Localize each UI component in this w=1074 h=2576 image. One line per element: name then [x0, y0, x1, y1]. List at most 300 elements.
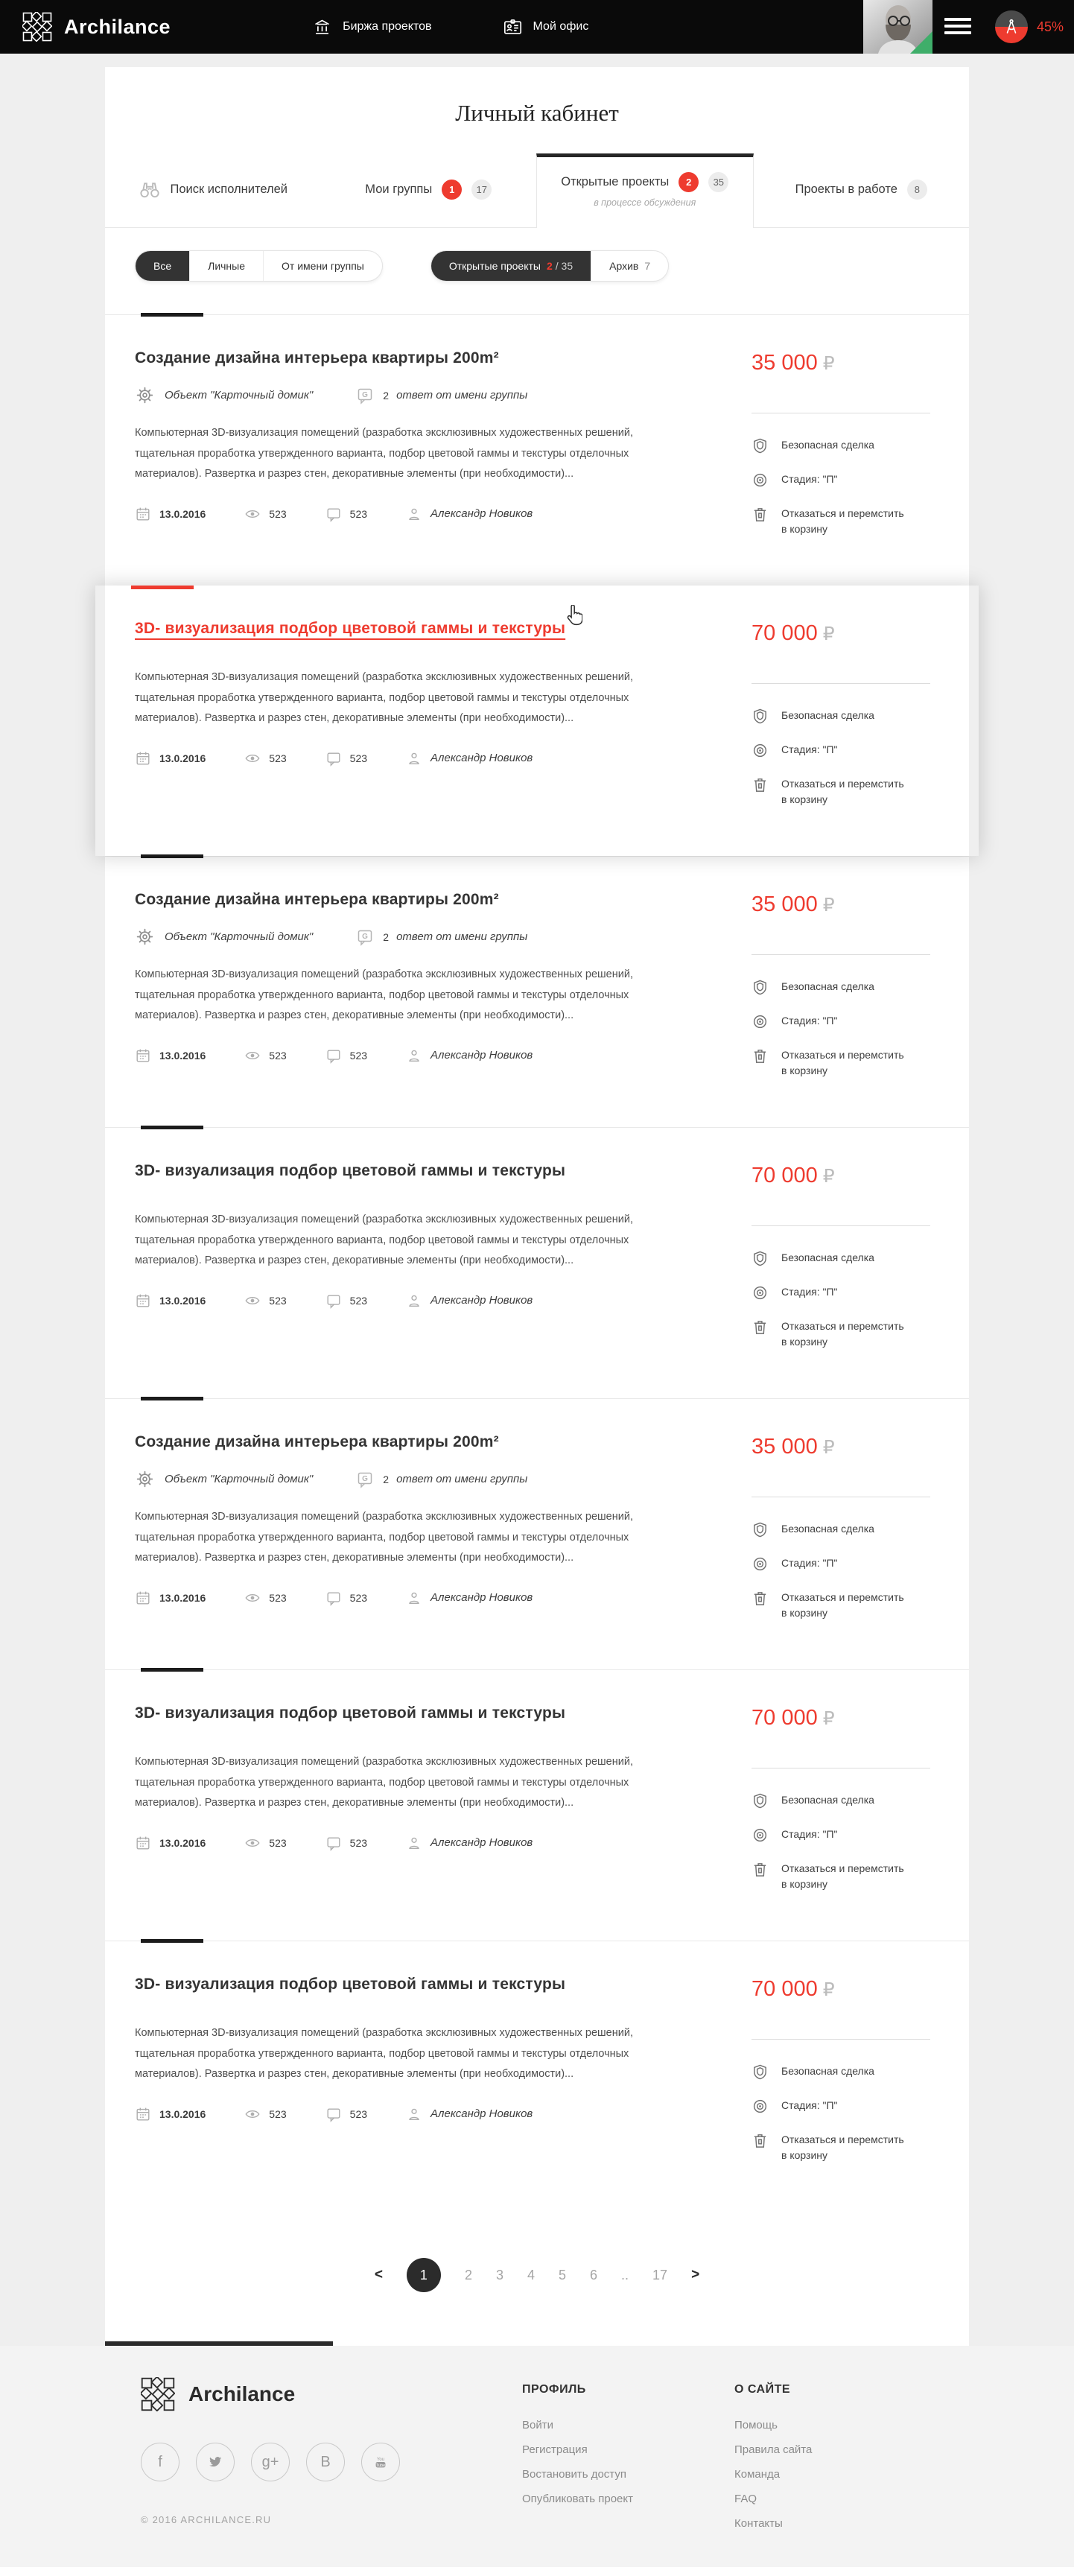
footer-brand-name: Archilance — [188, 2382, 296, 2405]
id-card-icon — [503, 17, 523, 37]
views-count: 523 — [269, 1591, 287, 1604]
card-main — [135, 349, 723, 554]
trash-icon — [752, 1861, 769, 1878]
google-plus-icon[interactable]: g+ — [251, 2443, 290, 2481]
side-divider — [752, 2039, 930, 2040]
project-card — [105, 314, 969, 586]
archilance-logo-icon — [141, 2377, 175, 2411]
comment-icon — [325, 2106, 342, 2122]
group-reply-bubble-icon — [356, 1471, 374, 1488]
comment-icon — [325, 1590, 342, 1606]
shield-icon — [752, 708, 769, 725]
footer-logo[interactable] — [141, 2377, 522, 2411]
badge-total: 8 — [907, 180, 927, 200]
decline-to-trash-button[interactable] — [752, 776, 939, 808]
project-description: Компьютерная 3D-визуализация помещений (разработка эксклюзивных художественных решений, тщательная проработка утвержденного варианта, подбор цветовой гаммы и текстуры отделочных материалов). Развертка и разрез стен, декоративные элементы (при необходимости)... — [135, 427, 633, 480]
project-stats-row — [135, 750, 723, 767]
compass-icon — [1002, 18, 1020, 36]
card-main — [135, 1433, 723, 1638]
facebook-icon[interactable]: f — [141, 2443, 179, 2481]
badge-total: 17 — [471, 180, 492, 200]
ruble-sign: ₽ — [822, 1436, 835, 1458]
project-price — [752, 621, 939, 646]
target-icon — [752, 1284, 769, 1301]
comment-icon — [325, 1047, 342, 1064]
pagination-page[interactable]: 6 — [590, 2267, 598, 2282]
tab-label: Проекты в работе — [795, 183, 897, 196]
filter-count: 7 — [644, 260, 651, 272]
tab-my-groups[interactable] — [321, 153, 537, 228]
footer-link-login[interactable]: Войти — [522, 2419, 553, 2431]
footer-link-faq[interactable]: FAQ — [734, 2493, 757, 2505]
filter-count-total: / 35 — [555, 260, 573, 272]
views-count: 523 — [269, 2107, 287, 2120]
views-count: 523 — [269, 1049, 287, 1062]
group-reply-bubble-icon — [356, 928, 374, 946]
price-value: 70 000 — [752, 1706, 818, 1730]
page-end-strip — [0, 2567, 1074, 2576]
pagination — [105, 2212, 969, 2341]
author-name: Александр Новиков — [430, 752, 533, 765]
project-date — [135, 1292, 206, 1309]
badge-new: 1 — [442, 180, 462, 200]
brand-name: Archilance — [64, 15, 171, 38]
decline-label: Отказаться и перемстить в корзину — [781, 1591, 904, 1619]
comments-count: 523 — [349, 507, 368, 520]
user-avatar[interactable] — [863, 0, 932, 54]
calendar-icon — [135, 750, 151, 767]
stage-item — [752, 1827, 939, 1844]
views-count: 523 — [269, 752, 287, 764]
project-price — [752, 1706, 939, 1730]
tab-label: Поиск исполнителей — [170, 183, 287, 196]
twitter-icon[interactable] — [196, 2443, 235, 2481]
project-views — [244, 750, 286, 767]
safe-deal-item — [752, 708, 939, 725]
profile-percent: 45% — [1036, 19, 1064, 34]
stage-label: Стадия: "П" — [781, 1557, 838, 1569]
tab-bar — [105, 153, 969, 228]
project-date — [135, 1590, 206, 1606]
project-comments — [325, 506, 367, 522]
project-meta-row — [135, 1469, 723, 1489]
safe-deal-item — [752, 1250, 939, 1267]
shield-icon — [752, 1792, 769, 1809]
project-meta-row — [135, 385, 723, 405]
ruble-sign: ₽ — [822, 1979, 835, 2000]
footer-column-about — [734, 2377, 947, 2542]
project-object-label: Объект "Карточный домик" — [165, 930, 314, 943]
project-author[interactable] — [406, 506, 533, 522]
side-divider — [752, 954, 930, 955]
behance-icon[interactable]: B — [306, 2443, 345, 2481]
shield-icon — [752, 1250, 769, 1267]
decline-to-trash-button[interactable] — [752, 2132, 939, 2163]
calendar-icon — [135, 506, 151, 522]
calendar-icon — [135, 2106, 151, 2122]
shield-icon — [752, 2063, 769, 2081]
comments-count: 523 — [349, 1836, 368, 1849]
card-side-panel — [752, 891, 939, 1096]
project-card — [105, 1941, 969, 2212]
footer-link-team[interactable]: Команда — [734, 2468, 781, 2481]
safe-deal-item — [752, 2063, 939, 2081]
project-date — [135, 2106, 206, 2122]
project-author[interactable] — [406, 1047, 533, 1064]
footer-link-contacts[interactable]: Контакты — [734, 2517, 783, 2530]
project-views — [244, 506, 286, 522]
project-title-link[interactable]: Создание дизайна интерьера квартиры 200m² — [135, 891, 499, 908]
calendar-icon — [135, 1590, 151, 1606]
price-value: 35 000 — [752, 1435, 818, 1459]
filter-label: Открытые проекты — [448, 260, 541, 272]
gear-icon — [135, 1469, 155, 1489]
views-count: 523 — [269, 1836, 287, 1849]
group-replies — [356, 387, 527, 405]
top-header — [0, 0, 1074, 54]
project-meta-row — [135, 927, 723, 947]
project-views — [244, 1047, 286, 1064]
ruble-sign: ₽ — [822, 1707, 835, 1729]
card-side-panel — [752, 349, 939, 554]
youtube-icon[interactable] — [361, 2443, 400, 2481]
filter-bar — [105, 228, 969, 314]
footer-brand-block — [105, 2377, 522, 2542]
pagination-prev[interactable]: < — [374, 2267, 383, 2282]
badge-new: 2 — [679, 172, 699, 192]
container-bottom-accent — [105, 2341, 333, 2346]
project-title-link[interactable]: 3D- визуализация подбор цветовой гаммы и текстуры — [135, 1976, 566, 1993]
person-icon — [406, 2106, 422, 2122]
card-accent-dash — [131, 586, 194, 589]
decline-to-trash-button[interactable] — [752, 1319, 939, 1350]
date-value: 13.0.2016 — [159, 1049, 206, 1062]
trash-icon — [752, 1319, 769, 1336]
comment-icon — [325, 1835, 342, 1851]
filter-label: Архив — [609, 260, 639, 272]
footer-column-title: О САЙТЕ — [734, 2383, 791, 2396]
project-comments — [325, 1590, 367, 1606]
filter-all[interactable]: Все — [136, 250, 189, 282]
author-name: Александр Новиков — [430, 1049, 533, 1062]
gear-icon — [135, 385, 155, 405]
footer-link-register[interactable]: Регистрация — [522, 2443, 588, 2456]
decline-to-trash-button[interactable] — [752, 1861, 939, 1892]
eye-icon — [244, 1590, 261, 1606]
decline-label: Отказаться и перемстить в корзину — [781, 1049, 904, 1076]
card-accent-dash — [141, 1397, 203, 1400]
tab-label: Открытые проекты — [561, 175, 670, 188]
bank-icon — [312, 17, 332, 37]
shield-icon — [752, 1521, 769, 1538]
stage-item — [752, 742, 939, 759]
trash-icon — [752, 1047, 769, 1065]
side-divider — [752, 683, 930, 684]
filter-state-group — [430, 250, 669, 282]
price-value: 70 000 — [752, 1977, 818, 2001]
project-price — [752, 1435, 939, 1459]
target-icon — [752, 472, 769, 489]
stage-item — [752, 1555, 939, 1573]
safe-deal-label: Безопасная сделка — [781, 2065, 874, 2077]
project-comments — [325, 750, 367, 767]
project-date — [135, 506, 206, 522]
stage-label: Стадия: "П" — [781, 1015, 838, 1027]
group-reply-bubble-icon — [356, 387, 374, 405]
decline-label: Отказаться и перемстить в корзину — [781, 1862, 904, 1890]
gear-icon — [135, 927, 155, 947]
nav-label: Мой офис — [533, 20, 589, 33]
target-icon — [752, 742, 769, 759]
person-icon — [406, 750, 422, 767]
card-side-panel — [752, 1976, 939, 2180]
social-links — [141, 2443, 522, 2481]
views-count: 523 — [269, 1294, 287, 1307]
project-author[interactable] — [406, 750, 533, 767]
badge-total: 35 — [708, 172, 728, 192]
filter-personal[interactable]: Личные — [189, 251, 263, 281]
decline-to-trash-button[interactable] — [752, 1047, 939, 1079]
person-icon — [406, 506, 422, 522]
stage-label: Стадия: "П" — [781, 1286, 838, 1298]
project-price — [752, 1977, 939, 2002]
footer-link-rules[interactable]: Правила сайта — [734, 2443, 813, 2456]
price-value: 35 000 — [752, 351, 818, 375]
project-stats-row — [135, 2106, 723, 2122]
project-price — [752, 1164, 939, 1188]
comments-count: 523 — [349, 1591, 368, 1604]
comment-icon — [325, 1292, 342, 1309]
card-main — [135, 1704, 723, 1909]
footer-link-help[interactable]: Помощь — [734, 2419, 778, 2431]
project-stats-row — [135, 1047, 723, 1064]
decline-label: Отказаться и перемстить в корзину — [781, 2134, 904, 2161]
project-title-link[interactable]: Создание дизайна интерьера квартиры 200m² — [135, 1433, 499, 1450]
safe-deal-item — [752, 1521, 939, 1538]
replies-label: ответ от имени группы — [396, 1473, 528, 1485]
cards-list — [105, 314, 969, 2212]
project-title-link[interactable]: Создание дизайна интерьера квартиры 200m² — [135, 349, 499, 367]
project-description: Компьютерная 3D-визуализация помещений (разработка эксклюзивных художественных решений, тщательная проработка утвержденного варианта, подбор цветовой гаммы и текстуры отделочных материалов). Развертка и разрез стен, декоративные элементы (при необходимости)... — [135, 1511, 633, 1564]
calendar-icon — [135, 1047, 151, 1064]
eye-icon — [244, 750, 261, 767]
menu-burger-icon[interactable] — [944, 18, 971, 38]
card-accent-dash — [141, 313, 203, 317]
shield-icon — [752, 979, 769, 996]
replies-count: 2 — [383, 1473, 390, 1485]
stage-item — [752, 472, 939, 489]
eye-icon — [244, 1047, 261, 1064]
date-value: 13.0.2016 — [159, 1836, 206, 1849]
comments-count: 523 — [349, 1294, 368, 1307]
project-description: Компьютерная 3D-визуализация помещений (разработка эксклюзивных художественных решений, тщательная проработка утвержденного варианта, подбор цветовой гаммы и текстуры отделочных материалов). Развертка и разрез стен, декоративные элементы (при необходимости)... — [135, 2027, 633, 2081]
top-nav — [312, 17, 588, 37]
group-replies — [356, 928, 527, 946]
tab-search-executors[interactable] — [105, 153, 321, 228]
page-footer — [0, 2346, 1074, 2567]
pagination-page[interactable]: 4 — [527, 2267, 535, 2282]
profile-progress-badge[interactable] — [995, 10, 1028, 43]
eye-icon — [244, 2106, 261, 2122]
footer-column-title: ПРОФИЛЬ — [522, 2383, 586, 2396]
project-stats-row — [135, 1590, 723, 1606]
decline-to-trash-button[interactable] — [752, 506, 939, 537]
stage-label: Стадия: "П" — [781, 473, 838, 485]
pagination-page-current[interactable]: 1 — [407, 2258, 441, 2292]
safe-deal-item — [752, 979, 939, 996]
tab-open-projects[interactable] — [536, 153, 754, 228]
project-date — [135, 750, 206, 767]
ruble-sign: ₽ — [822, 1165, 835, 1187]
project-stats-row — [135, 1835, 723, 1851]
project-description: Компьютерная 3D-визуализация помещений (разработка эксклюзивных художественных решений, тщательная проработка утвержденного варианта, подбор цветовой гаммы и текстуры отделочных материалов). Развертка и разрез стен, декоративные элементы (при необходимости)... — [135, 1756, 633, 1809]
project-card — [105, 1669, 969, 1941]
safe-deal-item — [752, 437, 939, 454]
pagination-page[interactable]: .. — [621, 2267, 629, 2282]
filter-archive[interactable] — [591, 251, 668, 281]
side-divider — [752, 1225, 930, 1226]
card-main — [135, 891, 723, 1096]
views-count: 523 — [269, 507, 287, 520]
footer-link-publish-project[interactable]: Опубликовать проект — [522, 2493, 633, 2505]
pagination-page[interactable]: 5 — [558, 2267, 566, 2282]
nav-item-office[interactable] — [503, 17, 589, 37]
card-side-panel — [752, 1162, 939, 1367]
nav-label: Биржа проектов — [343, 20, 432, 33]
author-name: Александр Новиков — [430, 2107, 533, 2121]
nav-item-exchange[interactable] — [312, 17, 431, 37]
tab-subtitle: в процессе обсуждения — [594, 197, 696, 208]
card-main — [135, 1976, 723, 2180]
comments-count: 523 — [349, 1049, 368, 1062]
price-value: 35 000 — [752, 892, 818, 916]
project-title-link[interactable]: 3D- визуализация подбор цветовой гаммы и текстуры — [135, 1704, 566, 1722]
price-value: 70 000 — [752, 621, 818, 645]
project-title-link[interactable]: 3D- визуализация подбор цветовой гаммы и текстуры — [135, 620, 566, 637]
target-icon — [752, 1555, 769, 1573]
comments-count: 523 — [349, 752, 368, 764]
card-side-panel — [752, 1433, 939, 1638]
project-author[interactable] — [406, 1292, 533, 1309]
safe-deal-label: Безопасная сделка — [781, 1523, 874, 1535]
date-value: 13.0.2016 — [159, 2107, 206, 2120]
ruble-sign: ₽ — [822, 894, 835, 916]
filter-open-projects[interactable] — [431, 250, 591, 282]
filter-scope-group — [135, 250, 383, 282]
tab-label: Мои группы — [365, 183, 433, 196]
trash-icon — [752, 1590, 769, 1607]
project-views — [244, 1292, 286, 1309]
author-name: Александр Новиков — [430, 1591, 533, 1605]
project-author[interactable] — [406, 1835, 533, 1851]
pagination-next[interactable]: > — [691, 2267, 700, 2282]
project-stats-row — [135, 506, 723, 522]
project-card — [105, 856, 969, 1127]
project-title-link[interactable]: 3D- визуализация подбор цветовой гаммы и текстуры — [135, 1162, 566, 1179]
person-icon — [406, 1835, 422, 1851]
project-card — [95, 586, 979, 856]
project-views — [244, 2106, 286, 2122]
project-author[interactable] — [406, 1590, 533, 1606]
decline-to-trash-button[interactable] — [752, 1590, 939, 1621]
project-author[interactable] — [406, 2106, 533, 2122]
date-value: 13.0.2016 — [159, 507, 206, 520]
project-views — [244, 1590, 286, 1606]
calendar-icon — [135, 1835, 151, 1851]
project-comments — [325, 1835, 367, 1851]
footer-column-profile — [522, 2377, 734, 2542]
stage-item — [752, 1013, 939, 1030]
comment-icon — [325, 506, 342, 522]
project-object-label: Объект "Карточный домик" — [165, 389, 314, 402]
card-side-panel — [752, 1704, 939, 1909]
stage-label: Стадия: "П" — [781, 2099, 838, 2111]
safe-deal-label: Безопасная сделка — [781, 1251, 874, 1263]
replies-label: ответ от имени группы — [396, 930, 528, 943]
author-name: Александр Новиков — [430, 1836, 533, 1850]
card-accent-dash — [141, 1939, 203, 1943]
target-icon — [752, 1013, 769, 1030]
person-icon — [406, 1590, 422, 1606]
author-name: Александр Новиков — [430, 507, 533, 521]
safe-deal-label: Безопасная сделка — [781, 709, 874, 721]
tab-projects-in-work[interactable] — [754, 153, 970, 228]
safe-deal-item — [752, 1792, 939, 1809]
project-description: Компьютерная 3D-визуализация помещений (разработка эксклюзивных художественных решений, тщательная проработка утвержденного варианта, подбор цветовой гаммы и текстуры отделочных материалов). Развертка и разрез стен, декоративные элементы (при необходимости)... — [135, 1214, 633, 1267]
safe-deal-label: Безопасная сделка — [781, 980, 874, 992]
avatar-photo — [863, 0, 932, 54]
person-icon — [406, 1292, 422, 1309]
date-value: 13.0.2016 — [159, 752, 206, 764]
decline-label: Отказаться и перемстить в корзину — [781, 1320, 904, 1348]
safe-deal-label: Безопасная сделка — [781, 1794, 874, 1806]
filter-count-new: 2 — [546, 260, 553, 272]
decline-label: Отказаться и перемстить в корзину — [781, 507, 904, 535]
pagination-page[interactable]: 2 — [464, 2267, 472, 2282]
replies-count: 2 — [383, 389, 390, 402]
project-card — [105, 1127, 969, 1398]
person-icon — [406, 1047, 422, 1064]
card-main — [135, 1162, 723, 1367]
project-description: Компьютерная 3D-визуализация помещений (разработка эксклюзивных художественных решений, тщательная проработка утвержденного варианта, подбор цветовой гаммы и текстуры отделочных материалов). Развертка и разрез стен, декоративные элементы (при необходимости)... — [135, 671, 633, 725]
filter-on-behalf-of-group[interactable]: От имени группы — [263, 251, 382, 281]
card-main — [135, 620, 723, 825]
project-comments — [325, 2106, 367, 2122]
pagination-page[interactable]: 17 — [652, 2267, 668, 2282]
card-accent-dash — [141, 1668, 203, 1672]
pagination-page[interactable]: 3 — [495, 2267, 503, 2282]
brand-logo[interactable] — [22, 12, 171, 42]
card-side-panel — [752, 620, 939, 825]
footer-link-restore-access[interactable]: Востановить доступ — [522, 2468, 626, 2481]
target-icon — [752, 2098, 769, 2115]
price-value: 70 000 — [752, 1164, 818, 1187]
comment-icon — [325, 750, 342, 767]
ruble-sign: ₽ — [822, 623, 835, 644]
project-description: Компьютерная 3D-визуализация помещений (разработка эксклюзивных художественных решений, тщательная проработка утвержденного варианта, подбор цветовой гаммы и текстуры отделочных материалов). Развертка и разрез стен, декоративные элементы (при необходимости)... — [135, 968, 633, 1022]
eye-icon — [244, 1292, 261, 1309]
page-title: Личный кабинет — [455, 100, 619, 126]
target-icon — [752, 1827, 769, 1844]
stage-item — [752, 1284, 939, 1301]
replies-label: ответ от имени группы — [396, 389, 528, 402]
decline-label: Отказаться и перемстить в корзину — [781, 778, 904, 805]
card-accent-dash — [141, 1126, 203, 1129]
project-price — [752, 351, 939, 375]
eye-icon — [244, 1835, 261, 1851]
project-date — [135, 1047, 206, 1064]
ruble-sign: ₽ — [822, 352, 835, 374]
